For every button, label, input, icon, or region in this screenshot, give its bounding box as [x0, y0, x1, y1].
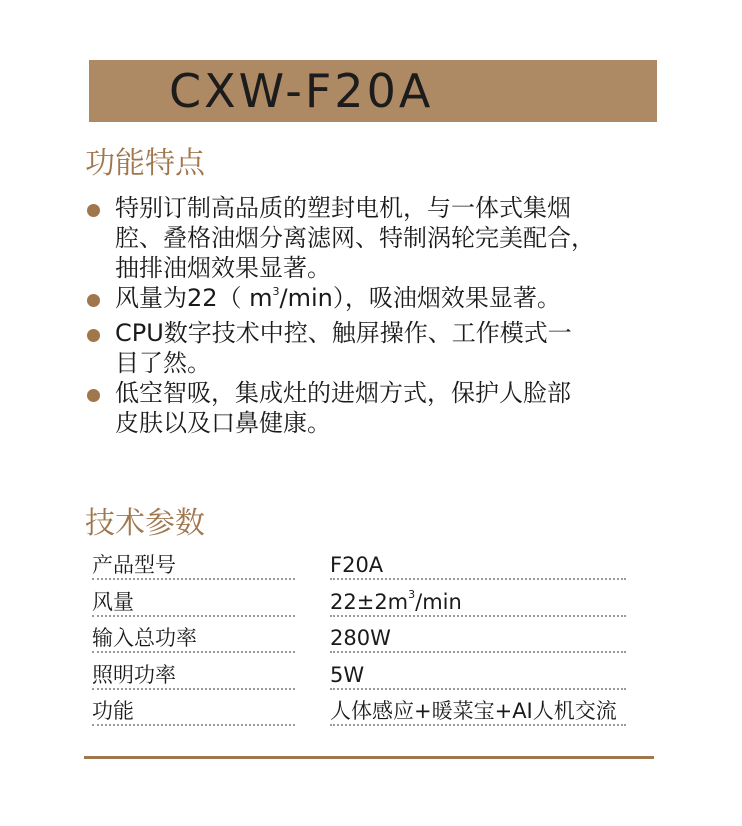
feature-line: 低空智吸，集成灶的进烟方式，保护人脸部 [115, 379, 571, 407]
superscript: 3 [272, 285, 280, 298]
spec-label: 输入总功率 [92, 625, 295, 653]
model-title-bar [89, 60, 657, 122]
bullet-dot-icon [87, 389, 100, 402]
feature-item [85, 318, 665, 378]
table-row [92, 696, 632, 733]
superscript: 3 [408, 587, 416, 601]
feature-line: 抽排油烟效果显著。 [115, 254, 331, 282]
spec-value [330, 589, 626, 617]
feature-item [85, 378, 665, 438]
bullet-dot-icon [87, 294, 100, 307]
table-row [92, 660, 632, 697]
spec-value: 5W [330, 662, 626, 690]
spec-value: 280W [330, 625, 626, 653]
feature-line: /min），吸油烟效果显著。 [279, 284, 561, 312]
feature-item [85, 283, 665, 318]
spec-label: 风量 [92, 589, 295, 617]
spec-table [92, 550, 632, 733]
table-row [92, 587, 632, 624]
feature-list [85, 193, 665, 438]
bottom-divider [84, 756, 654, 759]
feature-line: 风量为22（ m [115, 284, 273, 312]
bullet-dot-icon [87, 329, 100, 342]
table-row [92, 623, 632, 660]
spec-value: 人体感应+暖菜宝+AI人机交流 [330, 698, 626, 726]
feature-line: 皮肤以及口鼻健康。 [115, 409, 331, 437]
feature-item [85, 193, 665, 283]
table-row [92, 550, 632, 587]
feature-line: 目了然。 [115, 349, 211, 377]
spec-label: 产品型号 [92, 552, 295, 580]
specs-heading: 技术参数 [85, 506, 205, 541]
spec-value-text: 22±2m [330, 589, 409, 614]
bullet-dot-icon [87, 204, 100, 217]
spec-label: 照明功率 [92, 662, 295, 690]
spec-value-text: /min [415, 589, 462, 614]
spec-value: F20A [330, 552, 626, 580]
feature-line: 特别订制高品质的塑封电机，与一体式集烟 [115, 194, 571, 222]
feature-line: 腔、叠格油烟分离滤网、特制涡轮完美配合， [115, 224, 595, 252]
features-heading: 功能特点 [85, 146, 205, 181]
feature-line: CPU数字技术中控、触屏操作、工作模式一 [115, 319, 572, 347]
spec-label: 功能 [92, 698, 295, 726]
model-name: CXW-F20A [169, 64, 434, 118]
